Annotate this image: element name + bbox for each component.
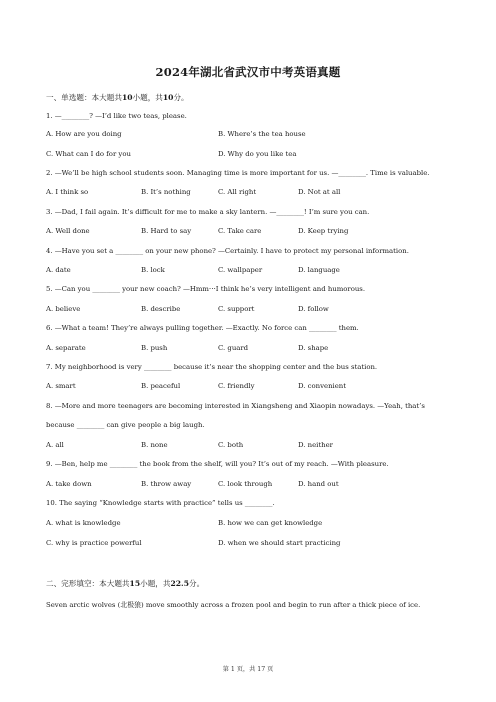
option-c[interactable]: C. Take care: [218, 227, 262, 235]
option-c[interactable]: C. look through: [218, 480, 273, 488]
option-b[interactable]: B. none: [141, 441, 168, 449]
question-10: 10. The saying “Knowledge starts with practice” tells us ________.: [46, 499, 275, 507]
section-mid: 小题，共: [132, 93, 163, 102]
section-heading-single-choice: [46, 92, 189, 103]
option-a[interactable]: A. date: [46, 266, 71, 274]
option-d[interactable]: D. when we should start practicing: [218, 539, 341, 547]
options-row: [0, 441, 496, 451]
options-row: [0, 382, 496, 392]
question-5: 5. —Can you ________ your new coach? —Hmm⋯I think he’s very intelligent and humorous.: [46, 285, 366, 293]
option-c[interactable]: C. All right: [218, 188, 257, 196]
section-points: 10: [162, 93, 174, 102]
question-8-continued: because ________ can give people a big laugh.: [46, 421, 205, 429]
options-row: [0, 519, 496, 529]
option-a[interactable]: A. believe: [46, 305, 81, 313]
option-d[interactable]: D. language: [298, 266, 340, 274]
question-1: 1. —________? —I’d like two teas, please.: [46, 112, 187, 120]
question-count: 15: [129, 579, 141, 588]
option-c[interactable]: C. why is practice powerful: [46, 539, 142, 547]
option-b[interactable]: B. how we can get knowledge: [218, 519, 323, 527]
page-title: 2024年湖北省武汉市中考英语真题: [155, 65, 341, 79]
options-row: [0, 130, 496, 140]
section-mid: 小题，共: [140, 579, 171, 588]
options-row: [0, 344, 496, 354]
option-b[interactable]: B. Where’s the tea house: [218, 130, 306, 138]
page-number: 第 1 页，共 17 页: [222, 666, 274, 673]
options-row: [0, 305, 496, 315]
question-2: 2. —We’ll be high school students soon. Managing time is more important for us. —________. Time is valuable.: [46, 169, 430, 177]
option-b[interactable]: B. peaceful: [141, 382, 181, 390]
options-row: [0, 539, 496, 549]
question-8: 8. —More and more teenagers are becoming interested in Xiangsheng and Xiaopin nowadays. —Yeah, that’s: [46, 402, 425, 410]
question-7: 7. My neighborhood is very ________ because it’s near the shopping center and the bus station.: [46, 363, 378, 371]
option-b[interactable]: B. describe: [141, 305, 181, 313]
option-d[interactable]: D. shape: [298, 344, 329, 352]
option-a[interactable]: A. Well done: [46, 227, 90, 235]
section-suffix: 分。: [173, 93, 189, 102]
section-suffix: 分。: [188, 579, 205, 588]
section-prefix: 一、单选题：本大题共: [46, 93, 122, 102]
option-c[interactable]: C. What can I do for you: [46, 150, 131, 158]
options-row: [0, 150, 496, 160]
option-d[interactable]: D. Why do you like tea: [218, 150, 297, 158]
option-a[interactable]: A. separate: [46, 344, 86, 352]
option-a[interactable]: A. take down: [46, 480, 92, 488]
question-count: 10: [121, 93, 133, 102]
section-prefix: 二、完形填空：本大题共: [46, 579, 130, 588]
option-d[interactable]: D. hand out: [298, 480, 339, 488]
section-points: 22.5: [170, 579, 189, 588]
question-4: 4. —Have you set a ________ on your new phone? —Certainly. I have to protect my personal information.: [46, 247, 409, 255]
option-d[interactable]: D. Not at all: [298, 188, 341, 196]
question-6: 6. —What a team! They’re always pulling together. —Exactly. No force can ________ them.: [46, 324, 359, 332]
option-b[interactable]: B. Hard to say: [141, 227, 192, 235]
option-b[interactable]: B. throw away: [141, 480, 192, 488]
option-a[interactable]: A. what is knowledge: [46, 519, 121, 527]
options-row: [0, 266, 496, 276]
option-c[interactable]: C. both: [218, 441, 244, 449]
question-3: 3. —Dad, I fail again. It’s difficult for me to make a sky lantern. —________! I’m sure you can.: [46, 208, 370, 216]
option-d[interactable]: D. follow: [298, 305, 329, 313]
option-b[interactable]: B. push: [141, 344, 168, 352]
option-d[interactable]: D. neither: [298, 441, 333, 449]
section-heading-cloze: [46, 578, 204, 589]
option-c[interactable]: C. wallpaper: [218, 266, 263, 274]
option-d[interactable]: D. convenient: [298, 382, 347, 390]
option-c[interactable]: C. friendly: [218, 382, 255, 390]
options-row: [0, 480, 496, 490]
option-b[interactable]: B. lock: [141, 266, 165, 274]
option-a[interactable]: A. all: [46, 441, 64, 449]
options-row: [0, 227, 496, 237]
options-row: [0, 188, 496, 198]
question-9: 9. —Ben, help me ________ the book from the shelf, will you? It’s out of my reach. —With pleasure.: [46, 460, 389, 468]
option-c[interactable]: C. support: [218, 305, 255, 313]
option-d[interactable]: D. Keep trying: [298, 227, 349, 235]
option-a[interactable]: A. I think so: [46, 188, 89, 196]
option-a[interactable]: A. How are you doing: [46, 130, 122, 138]
cloze-passage: Seven arctic wolves (北极狼) move smoothly across a frozen pool and begin to run after a thick piece of ice.: [46, 601, 421, 609]
option-a[interactable]: A. smart: [46, 382, 76, 390]
option-c[interactable]: C. guard: [218, 344, 249, 352]
option-b[interactable]: B. It’s nothing: [141, 188, 191, 196]
